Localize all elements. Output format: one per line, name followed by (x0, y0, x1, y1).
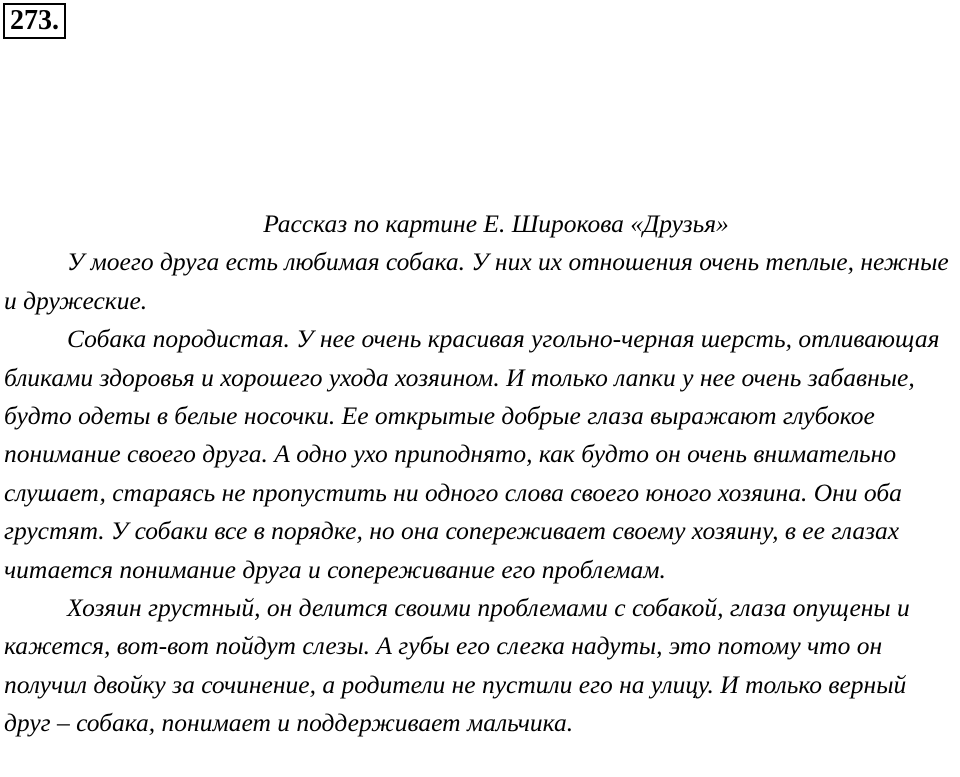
story-paragraph-3: Хозяин грустный, он делится своими проблемами с собакой, глаза опущены и кажется, вот-вот пойдут слезы. А губы его слегка надуты, это потому что он получил двойку за сочинение, а родители не пустили его на улицу. И только верный друг – собака, понимает и поддерживает мальчика. (4, 593, 910, 738)
story-title: Рассказ по картине Е. Широкова «Друзья» (263, 209, 729, 238)
exercise-number: 273. (3, 3, 66, 39)
story-paragraph-2: Собака породистая. У нее очень красивая угольно-черная шерсть, отливающая бликами здоровья и хорошего ухода хозяином. И только лапки у нее очень забавные, будто одеты в белые носочки. Ее открытые добрые глаза выражают глубокое понимание своего друга. А одно ухо приподнято, как будто он очень внимательно слушает, стараясь не пропустить ни одного слова своего юного хозяина. Они оба грустят. У собаки все в порядке, но она сопереживает своему хозяину, в ее глазах читается понимание друга и сопереживание его проблемам. (4, 324, 940, 584)
story-paragraph-1: У моего друга есть любимая собака. У них их отношения очень теплые, нежные и дружеские. (4, 247, 949, 315)
story-text (4, 205, 958, 743)
